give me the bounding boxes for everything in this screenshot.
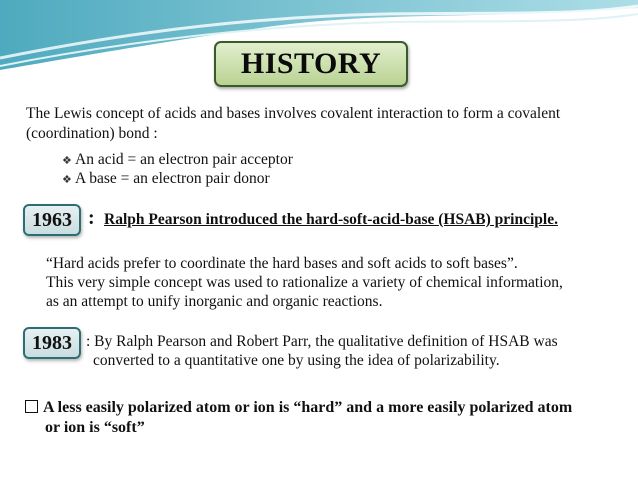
conclusion-line-2: or ion is “soft” <box>45 419 145 436</box>
year-1983-line-1: : By Ralph Pearson and Robert Parr, the qualitative definition of HSAB was <box>86 333 558 350</box>
slide-title-box <box>214 41 408 87</box>
bullet-base-text: A base = an electron pair donor <box>75 170 270 187</box>
slide-title: HISTORY <box>240 47 382 80</box>
year-1963-headline-text: Ralph Pearson introduced the hard-soft-acid-base (HSAB) principle. <box>104 211 558 228</box>
year-1963-colon: : <box>88 207 95 229</box>
year-1963-body-2: This very simple concept was used to rationalize a variety of chemical information, <box>46 274 563 291</box>
year-1963-body-3: as an attempt to unify inorganic and organic reactions. <box>46 293 383 310</box>
bullet-acid <box>62 150 293 171</box>
year-1983-badge: 1983 <box>23 327 81 359</box>
intro-line-1: The Lewis concept of acids and bases involves covalent interaction to form a covalent <box>26 105 561 122</box>
diamond-bullet-icon: ❖ <box>62 155 72 167</box>
intro-line-2: (coordination) bond : <box>26 125 158 142</box>
conclusion-line-1 <box>25 398 572 418</box>
bullet-base <box>62 169 270 190</box>
year-1963-headline <box>104 210 558 230</box>
conclusion-line-1-text: A less easily polarized atom or ion is “hard” and a more easily polarized atom <box>43 399 573 416</box>
year-1963-badge: 1963 <box>23 204 81 236</box>
bullet-acid-text: An acid = an electron pair acceptor <box>75 151 293 168</box>
year-1983-line-2: converted to a quantitative one by using the idea of polarizability. <box>93 352 500 369</box>
diamond-bullet-icon: ❖ <box>62 174 72 186</box>
year-1963-body-1: “Hard acids prefer to coordinate the hard bases and soft acids to soft bases”. <box>46 255 518 272</box>
square-bullet-icon <box>25 400 38 413</box>
